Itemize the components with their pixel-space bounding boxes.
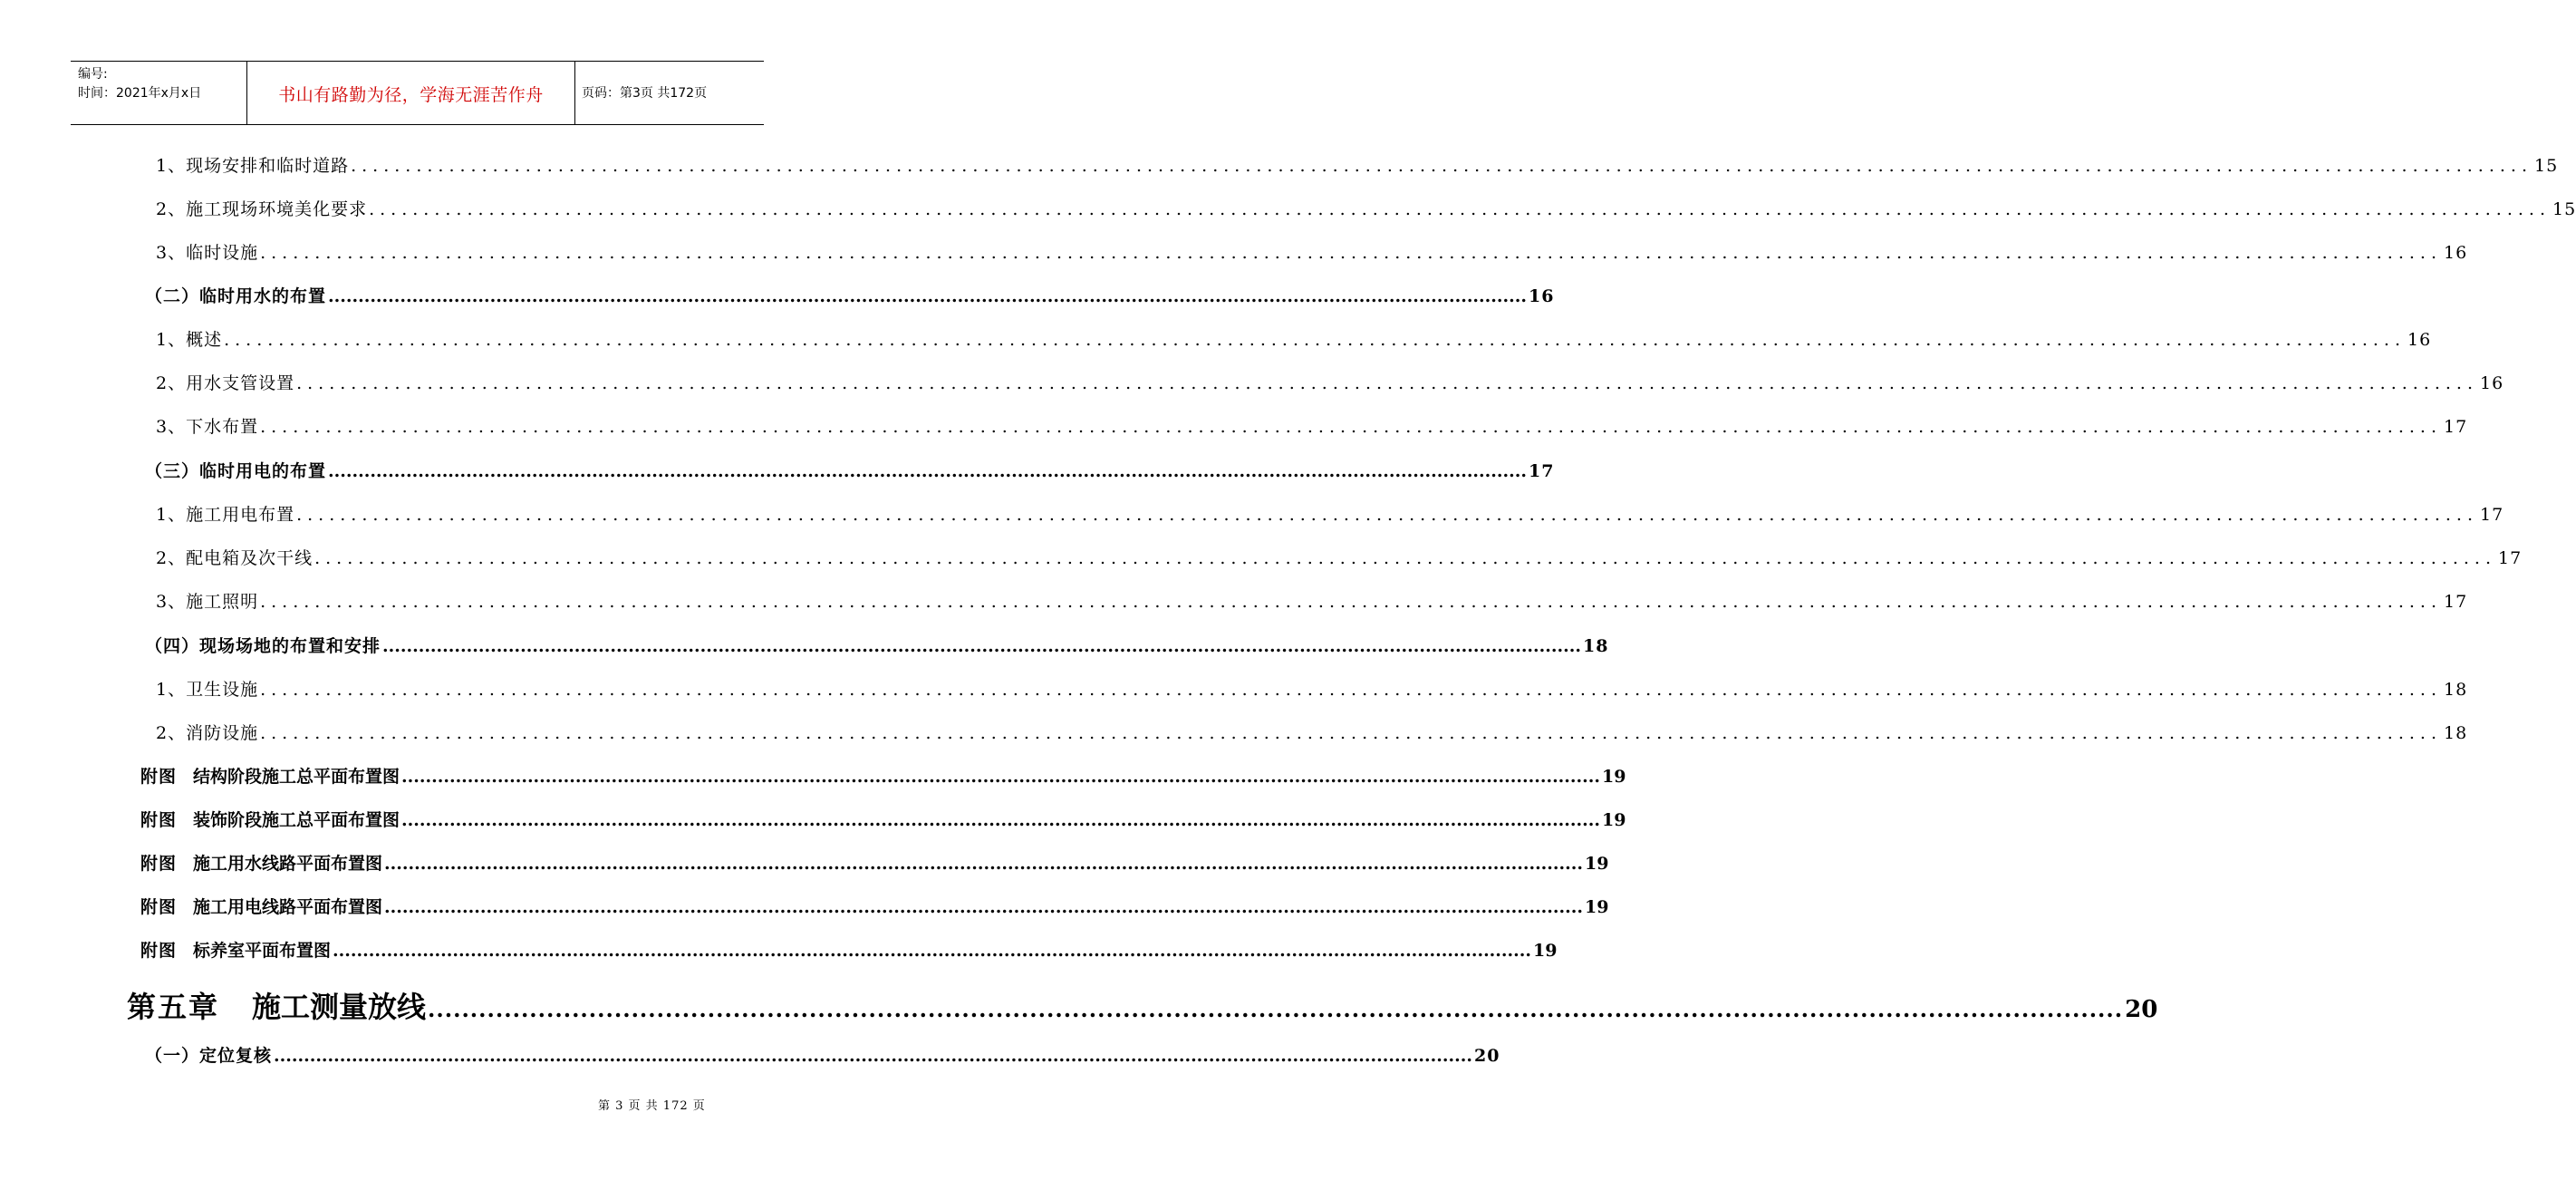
toc-leader-dots: ........................................................................................................................................................................................................ xyxy=(384,854,1583,874)
toc-leader-dots: ........................................................................................................................................................................................................ xyxy=(328,461,1527,481)
toc-leader-dots: ........................................................................................................................................................................................................ xyxy=(274,1046,1472,1066)
toc-entry-title: 施工用水线路平面布置图 xyxy=(193,854,383,874)
toc-figure-entry[interactable] xyxy=(140,807,1626,831)
toc-entry-page: 15 xyxy=(2534,156,2559,176)
toc-entry[interactable] xyxy=(156,676,2468,701)
toc-entry-title: 1、概述 xyxy=(156,330,223,350)
toc-entry-page: 19 xyxy=(1532,941,1558,961)
toc-entry-page: 17 xyxy=(2480,505,2504,525)
toc-entry-page: 20 xyxy=(2125,996,2158,1023)
toc-entry-page: 19 xyxy=(1601,767,1626,787)
toc-entry-page: 17 xyxy=(2498,548,2523,568)
header-page-label: 页码：第3页 共172页 xyxy=(582,86,708,101)
toc-entry-page: 19 xyxy=(1584,854,1609,874)
toc-leader-dots: ........................................................................................................................................................................................................ xyxy=(428,996,2124,1022)
document-date-label: 时间：2021年x月x日 xyxy=(78,86,202,101)
toc-entry-page: 16 xyxy=(2444,243,2468,263)
toc-leader-dots: ........................................................................................................................................................................................................ xyxy=(369,199,2552,219)
toc-entry[interactable] xyxy=(156,152,2559,177)
toc-leader-dots: ........................................................................................................................................................................................................ xyxy=(260,243,2443,263)
toc-leader-dots: ........................................................................................................................................................................................................ xyxy=(260,417,2443,437)
toc-entry-title: 1、卫生设施 xyxy=(156,680,259,700)
toc-entry-title: 3、下水布置 xyxy=(156,417,259,437)
toc-figure-entry[interactable] xyxy=(140,937,1558,962)
page-footer: 第 3 页 共 172 页 xyxy=(598,1099,706,1113)
toc-figure-tag: 附图 xyxy=(140,810,178,830)
toc-figure-tag: 附图 xyxy=(140,854,178,874)
toc-leader-dots: ........................................................................................................................................................................................................ xyxy=(260,680,2443,700)
toc-entry-page: 15 xyxy=(2552,199,2576,219)
toc-figure-tag: 附图 xyxy=(140,941,178,961)
toc-entry-page: 16 xyxy=(2480,373,2504,393)
toc-leader-dots: ........................................................................................................................................................................................................ xyxy=(314,548,2497,568)
toc-entry-page: 16 xyxy=(1528,286,1555,306)
toc-entry-title: 2、消防设施 xyxy=(156,723,259,743)
toc-entry-page: 19 xyxy=(1601,810,1626,830)
toc-entry-title: 2、用水支管设置 xyxy=(156,373,295,393)
header-motto: 书山有路勤为径，学海无涯苦作舟 xyxy=(278,85,544,105)
toc-entry[interactable] xyxy=(156,239,2468,264)
toc-leader-dots: ........................................................................................................................................................................................................ xyxy=(382,636,1581,656)
toc-entry-title: 3、施工照明 xyxy=(156,592,259,612)
toc-chapter-number: 第五章 xyxy=(127,990,220,1024)
toc-chapter-entry[interactable] xyxy=(127,984,2158,1026)
toc-figure-tag: 附图 xyxy=(140,897,178,917)
toc-section-entry[interactable] xyxy=(145,1042,1500,1067)
toc-entry-title: 施工测量放线 xyxy=(252,990,427,1024)
toc-entry-title: 3、临时设施 xyxy=(156,243,259,263)
toc-leader-dots: ........................................................................................................................................................................................................ xyxy=(328,286,1527,306)
toc-entry-page: 18 xyxy=(1582,636,1609,656)
toc-leader-dots: ........................................................................................................................................................................................................ xyxy=(296,373,2479,393)
toc-leader-dots: ........................................................................................................................................................................................................ xyxy=(224,330,2407,350)
toc-entry[interactable] xyxy=(156,545,2523,569)
toc-entry[interactable] xyxy=(156,326,2432,351)
toc-entry[interactable] xyxy=(156,370,2504,394)
toc-section-entry[interactable] xyxy=(145,458,1555,482)
toc-entry-title: （四）现场场地的布置和安排 xyxy=(145,636,381,656)
toc-entry-title: 2、施工现场环境美化要求 xyxy=(156,199,368,219)
toc-leader-dots: ........................................................................................................................................................................................................ xyxy=(351,156,2533,176)
toc-entry-title: 结构阶段施工总平面布置图 xyxy=(193,767,400,787)
toc-entry[interactable] xyxy=(156,588,2468,613)
document-number-label: 编号: xyxy=(78,67,108,82)
toc-entry-title: 2、配电箱及次干线 xyxy=(156,548,314,568)
toc-entry-page: 18 xyxy=(2444,723,2468,743)
toc-figure-entry[interactable] xyxy=(140,850,1609,875)
toc-leader-dots: ........................................................................................................................................................................................................ xyxy=(260,592,2443,612)
toc-entry-title: （一）定位复核 xyxy=(145,1046,273,1066)
toc-entry-page: 17 xyxy=(1528,461,1555,481)
toc-leader-dots: ........................................................................................................................................................................................................ xyxy=(260,723,2443,743)
toc-entry[interactable] xyxy=(156,720,2468,744)
toc-leader-dots: ........................................................................................................................................................................................................ xyxy=(333,941,1531,961)
toc-figure-tag: 附图 xyxy=(140,767,178,787)
toc-leader-dots: ........................................................................................................................................................................................................ xyxy=(401,767,1600,787)
toc-entry-title: 标养室平面布置图 xyxy=(193,941,332,961)
toc-figure-entry[interactable] xyxy=(140,894,1609,918)
toc-entry-page: 17 xyxy=(2444,592,2468,612)
toc-entry-page: 17 xyxy=(2444,417,2468,437)
toc-entry-page: 18 xyxy=(2444,680,2468,700)
toc-leader-dots: ........................................................................................................................................................................................................ xyxy=(401,810,1600,830)
toc-leader-dots: ........................................................................................................................................................................................................ xyxy=(384,897,1583,917)
toc-section-entry[interactable] xyxy=(145,283,1555,307)
toc-section-entry[interactable] xyxy=(145,633,1609,657)
toc-entry-page: 19 xyxy=(1584,897,1609,917)
toc-entry[interactable] xyxy=(156,413,2468,438)
toc-entry-title: 装饰阶段施工总平面布置图 xyxy=(193,810,400,830)
toc-entry-page: 20 xyxy=(1473,1046,1500,1066)
toc-figure-entry[interactable] xyxy=(140,763,1626,788)
toc-entry-title: （三）临时用电的布置 xyxy=(145,461,327,481)
toc-entry-title: （二）临时用水的布置 xyxy=(145,286,327,306)
toc-entry[interactable] xyxy=(156,501,2504,526)
toc-entry-title: 1、现场安排和临时道路 xyxy=(156,156,350,176)
toc-leader-dots: ........................................................................................................................................................................................................ xyxy=(296,505,2479,525)
toc-entry-title: 施工用电线路平面布置图 xyxy=(193,897,383,917)
toc-entry[interactable] xyxy=(156,196,2576,220)
toc-entry-title: 1、施工用电布置 xyxy=(156,505,295,525)
toc-entry-page: 16 xyxy=(2407,330,2432,350)
